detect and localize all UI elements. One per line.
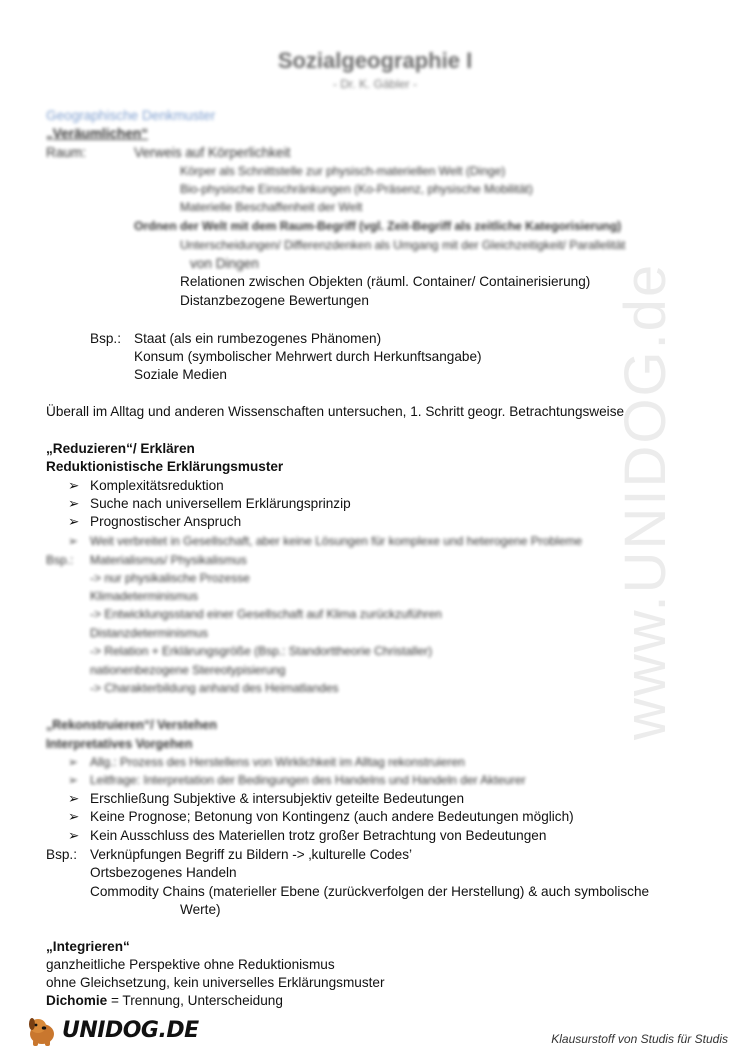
bullet-item: ➢ Prognostischer Anspruch (68, 514, 242, 529)
ordnen-item: Distanzbezogene Bewertungen (180, 293, 369, 308)
dichomie-definition (46, 992, 283, 1010)
bullet-item: ➢ Kein Ausschluss des Materiellen trotz großer Betrachtung von Bedeutungen (68, 828, 547, 843)
integrieren-line: ohne Gleichsetzung, kein universelles Erklärungsmuster (46, 975, 385, 990)
bsp-item: Materialismus/ Physikalismus (90, 553, 247, 567)
bsp-item: Verknüpfungen Begriff zu Bildern -> ‚kulturelle Codes’ (90, 847, 413, 862)
verraeumlichen-heading: „Veräumlichen“ (46, 126, 148, 141)
bullet-item: ➢ Keine Prognose; Betonung von Kontingenz (auch andere Bedeutungen möglich) (68, 809, 574, 824)
arrow-bullet-icon: ➢ (68, 773, 79, 787)
bsp-item: Klimadeterminismus (90, 589, 199, 603)
reduzieren-subheading: Reduktionistische Erklärungsmuster (46, 459, 284, 474)
bsp-item: Commodity Chains (materieller Ebene (zurückverfolgen der Herstellung) & auch symbolische (90, 884, 650, 899)
page-author: - Dr. K. Gäbler - (332, 77, 418, 91)
bsp-item: Staat (als ein rumbezogenes Phänomen) (134, 331, 382, 346)
logo-text: UNIDOG.DE (62, 1018, 199, 1043)
bsp-label: Bsp.: (90, 331, 121, 346)
rekonstruieren-subheading: Interpretatives Vorgehen (46, 737, 193, 751)
bsp-item: Ortsbezogenes Handeln (90, 865, 237, 880)
bsp-item: Soziale Medien (134, 367, 227, 382)
arrow-bullet-icon: ➢ (68, 496, 80, 511)
integrieren-line: ganzheitliche Perspektive ohne Reduktionismus (46, 957, 335, 972)
bsp-item: -> Entwicklungsstand einer Gesellschaft auf Klima zurückzuführen (90, 607, 442, 621)
bsp-item: -> Charakterbildung anhand des Heimatlandes (90, 681, 339, 695)
raum-label: Raum: (46, 145, 87, 160)
footer-slogan: Klausurstoff von Studis für Studis (551, 1032, 728, 1046)
raum-item: Materielle Beschaffenheit der Welt (180, 200, 363, 214)
arrow-bullet-icon: ➢ (68, 791, 80, 806)
ordnen-item: Unterscheidungen/ Differenzdenken als Umgang mit der Gleichzeitigkeit/ Parallelität (180, 238, 626, 252)
dichomie-def: = Trennung, Unterscheidung (107, 993, 283, 1008)
bsp-item: -> Relation + Erklärungsgröße (Bsp.: Standorttheorie Christaller) (90, 644, 433, 658)
bsp-item: Distanzdeterminismus (90, 626, 209, 640)
raum-item: Bio-physische Einschränkungen (Ko-Präsenz, physische Mobilität) (180, 182, 533, 196)
page-title: Sozialgeographie I (277, 48, 473, 73)
bsp-label: Bsp.: (46, 553, 74, 567)
ordnen-item: von Dingen (190, 256, 259, 271)
bsp-item: nationenbezogene Stereotypisierung (90, 663, 286, 677)
arrow-bullet-icon: ➢ (68, 514, 80, 529)
arrow-bullet-icon: ➢ (68, 534, 79, 548)
integrieren-heading: „Integrieren“ (46, 939, 130, 954)
watermark: www.UNIDOG.de (613, 262, 678, 740)
rekonstruieren-heading: „Rekonstruieren“/ Verstehen (46, 718, 217, 732)
verraeumlichen-summary: Überall im Alltag und anderen Wissenschaften untersuchen, 1. Schritt geogr. Betrachtungsweise (46, 404, 625, 419)
raum-item: Körper als Schnittstelle zur physisch-materiellen Welt (Dinge) (180, 164, 506, 178)
bsp-item: Konsum (symbolischer Mehrwert durch Herkunftsangabe) (134, 349, 482, 364)
arrow-bullet-icon: ➢ (68, 809, 80, 824)
bullet-item: ➢ Weit verbreitet in Gesellschaft, aber keine Lösungen für komplexe und heterogene Probleme (68, 534, 583, 548)
arrow-bullet-icon: ➢ (68, 478, 80, 493)
bullet-item: ➢ Leitfrage: Interpretation der Bedingungen des Handelns und Handeln der Akteurer (68, 773, 526, 787)
bullet-item: ➢ Suche nach universellem Erklärungsprinzip (68, 496, 351, 511)
bullet-item: ➢ Allg.: Prozess des Herstellens von Wirklichkeit im Alltag rekonstruieren (68, 755, 465, 769)
unidog-logo[interactable] (24, 1012, 199, 1052)
arrow-bullet-icon: ➢ (68, 828, 80, 843)
bsp-item: -> nur physikalische Prozesse (90, 571, 250, 585)
dog-mascot-icon (24, 1012, 60, 1048)
bsp-item: Werte) (180, 902, 221, 917)
section-label: Geographische Denkmuster (46, 108, 216, 123)
arrow-bullet-icon: ➢ (68, 755, 79, 769)
ordnen-line: Ordnen der Welt mit dem Raum-Begriff (vgl. Zeit-Begriff als zeitliche Kategorisierung) (134, 219, 622, 233)
raum-line: Verweis auf Körperlichkeit (134, 145, 291, 160)
reduzieren-heading: „Reduzieren“/ Erklären (46, 441, 195, 456)
dichomie-term: Dichomie (46, 993, 108, 1008)
bullet-item: ➢ Komplexitätsreduktion (68, 478, 224, 493)
bullet-item: ➢ Erschließung Subjektive & intersubjektiv geteilte Bedeutungen (68, 791, 465, 806)
bsp-label: Bsp.: (46, 847, 77, 862)
ordnen-item: Relationen zwischen Objekten (räuml. Container/ Containerisierung) (180, 274, 591, 289)
